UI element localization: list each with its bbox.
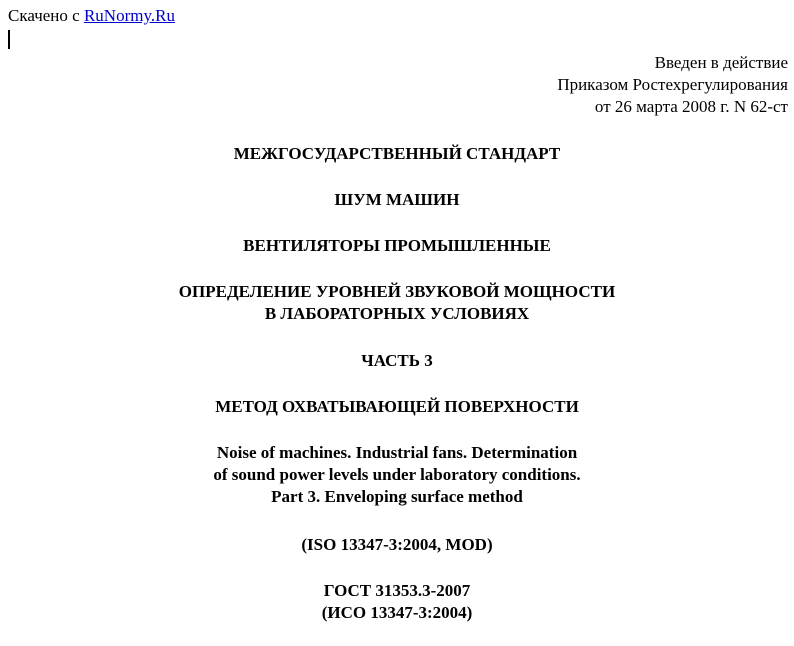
download-source-line <box>8 6 175 26</box>
enactment-note <box>557 52 788 118</box>
text-cursor <box>8 30 10 49</box>
enactment-line-2: Приказом Ростехрегулирования <box>557 75 788 94</box>
iso-reference-text: (ISO 13347-3:2004, MOD) <box>301 535 493 554</box>
gost-number: ГОСТ 31353.3-2007 <box>323 581 471 600</box>
part-heading <box>0 350 794 372</box>
determination-line-1: ОПРЕДЕЛЕНИЕ УРОВНЕЙ ЗВУКОВОЙ МОЩНОСТИ <box>178 282 616 301</box>
english-title-line-1: Noise of machines. Industrial fans. Determination <box>216 443 578 462</box>
english-title-line-2: of sound power levels under laboratory conditions. <box>213 465 581 484</box>
determination-heading <box>0 281 794 325</box>
noise-heading <box>0 189 794 211</box>
interstate-standard-heading <box>0 143 794 165</box>
enactment-line-3: от 26 марта 2008 г. N 62-ст <box>594 97 788 116</box>
enactment-line-1: Введен в действие <box>654 53 788 72</box>
english-title <box>0 442 794 508</box>
noise-text: ШУМ МАШИН <box>334 190 460 209</box>
determination-line-2: В ЛАБОРАТОРНЫХ УСЛОВИЯХ <box>264 304 530 323</box>
fans-heading <box>0 235 794 257</box>
runormy-link[interactable]: RuNormy.Ru <box>83 6 175 25</box>
method-text: МЕТОД ОХВАТЫВАЮЩЕЙ ПОВЕРХНОСТИ <box>215 397 579 416</box>
fans-text: ВЕНТИЛЯТОРЫ ПРОМЫШЛЕННЫЕ <box>243 236 551 255</box>
method-heading <box>0 396 794 418</box>
english-title-line-3: Part 3. Enveloping surface method <box>271 487 523 506</box>
gost-designation <box>0 580 794 624</box>
download-source-prefix: Скачено с <box>8 6 80 25</box>
interstate-standard-text: МЕЖГОСУДАРСТВЕННЫЙ СТАНДАРТ <box>233 144 561 163</box>
gost-iso-reference: (ИСО 13347-3:2004) <box>321 603 473 622</box>
part-text: ЧАСТЬ 3 <box>361 351 433 370</box>
iso-reference <box>0 534 794 556</box>
